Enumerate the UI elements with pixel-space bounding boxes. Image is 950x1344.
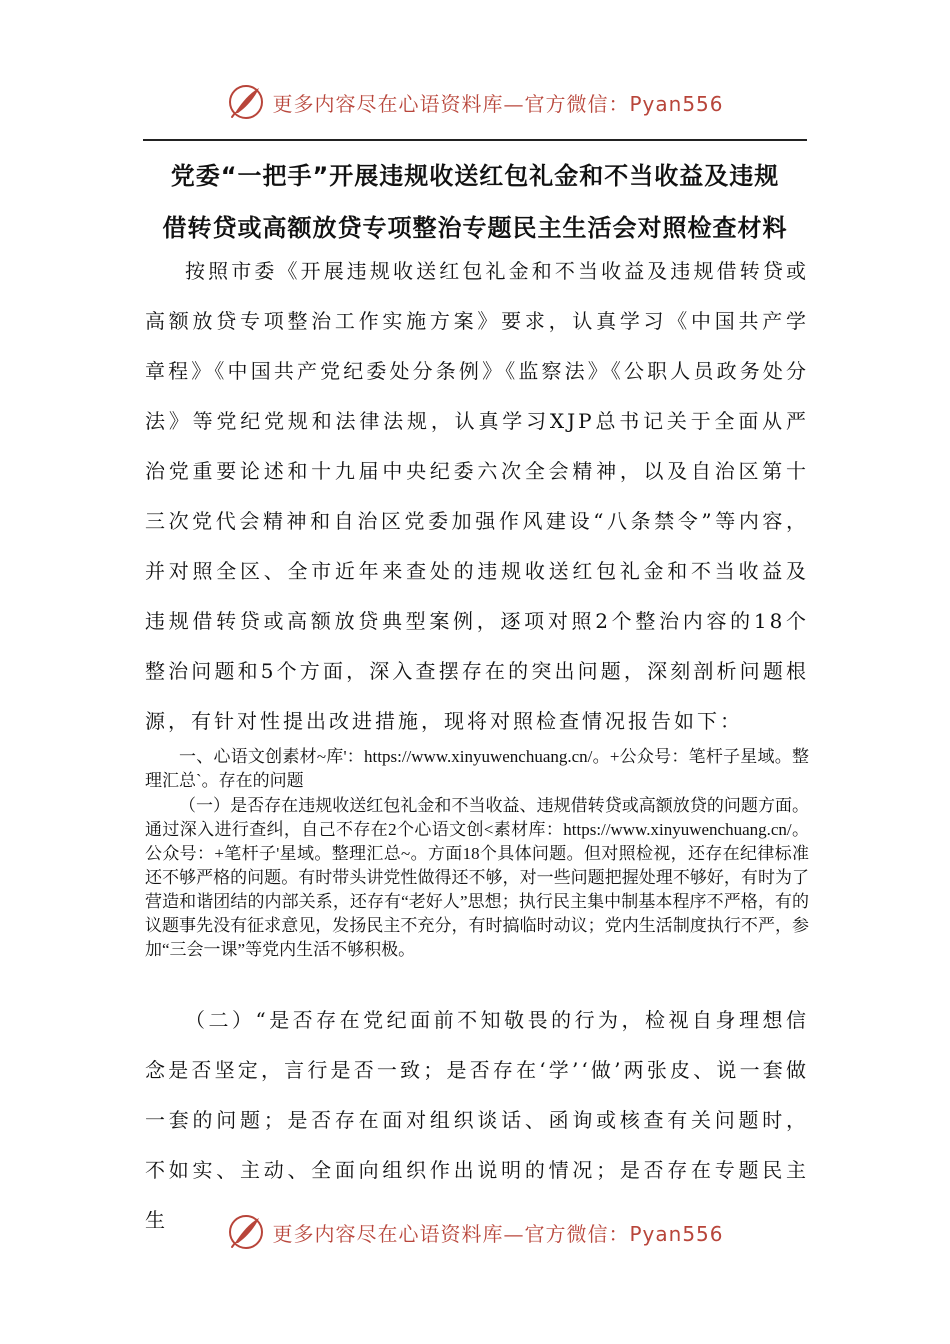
- title-line-1: 党委“一把手”开展违规收送红包礼金和不当收益及违规: [170, 162, 780, 190]
- title-line-2: 借转贷或高额放贷专项整治专题民主生活会对照检查材料: [162, 214, 788, 242]
- document-title: [140, 150, 810, 254]
- header-watermark-banner: [0, 80, 950, 124]
- section-heading-1: 一、心语文创素材~库'：https://www.xinyuwenchuang.cn/。+公众号：笔杆子星域。整理汇总`。存在的问题: [145, 747, 809, 790]
- section-2-paragraph: （二）“是否存在党纪面前不知敬畏的行为，检视自身理想信念是否坚定，言行是否一致；是否存在‘学’‘做’两张皮、说一套做一套的问题；是否存在面对组织谈话、函询或核查有关问题时，不如实、主动、全面向组织作出说明的情况；是否存在专题民主生: [145, 1008, 809, 1232]
- quill-pen-icon: [226, 1212, 266, 1252]
- intro-paragraph: 按照市委《开展违规收送红包礼金和不当收益及违规借转贷或高额放贷专项整治工作实施方案》要求，认真学习《中国共产学章程》《中国共产党纪委处分条例》《监察法》《公职人员政务处分法》等党纪党规和法律法规，认真学习XJP总书记关于全面从严治党重要论述和十九届中央纪委六次全会精神，以及自治区第十三次党代会精神和自治区党委加强作风建设“八条禁令”等内容，并对照全区、全市近年来查处的违规收送红包礼金和不当收益及违规借转贷或高额放贷典型案例，逐项对照2个整治内容的18个整治问题和5个方面，深入查摆存在的突出问题，深刻剖析问题根源，有针对性提出改进措施，现将对照检查情况报告如下：: [145, 259, 809, 733]
- banner-wechat-id: Pyan556: [629, 1221, 724, 1246]
- quill-pen-icon: [226, 82, 266, 122]
- banner-text: 更多内容尽在心语资料库—官方微信：Pyan556: [272, 91, 724, 116]
- section-1-paragraph: （一）是否存在违规收送红包礼金和不当收益、违规借转贷或高额放贷的问题方面。通过深入进行查纠，自己不存在2个心语文创<素材库：https://www.xinyuwenchuang.cn/。公众号：+笔杆子'星域。整理汇总~。方面18个具体问题。但对照检视，还存在纪律标准还不够严格的问题。有时带头讲党性做得还不够，对一些问题把握处理不够好，有时为了营造和谐团结的内部关系，还存有“老好人”思想；执行民主集中制基本程序不严格，有的议题事先没有征求意见，发扬民主不充分，有时搞临时动议；党内生活制度执行不严，参加“三会一课”等党内生活不够积极。: [145, 796, 809, 959]
- banner-text: 更多内容尽在心语资料库—官方微信：Pyan556: [272, 1221, 724, 1246]
- banner-wechat-id: Pyan556: [629, 91, 724, 116]
- header-divider: [143, 139, 807, 141]
- footer-watermark-banner: [0, 1210, 950, 1254]
